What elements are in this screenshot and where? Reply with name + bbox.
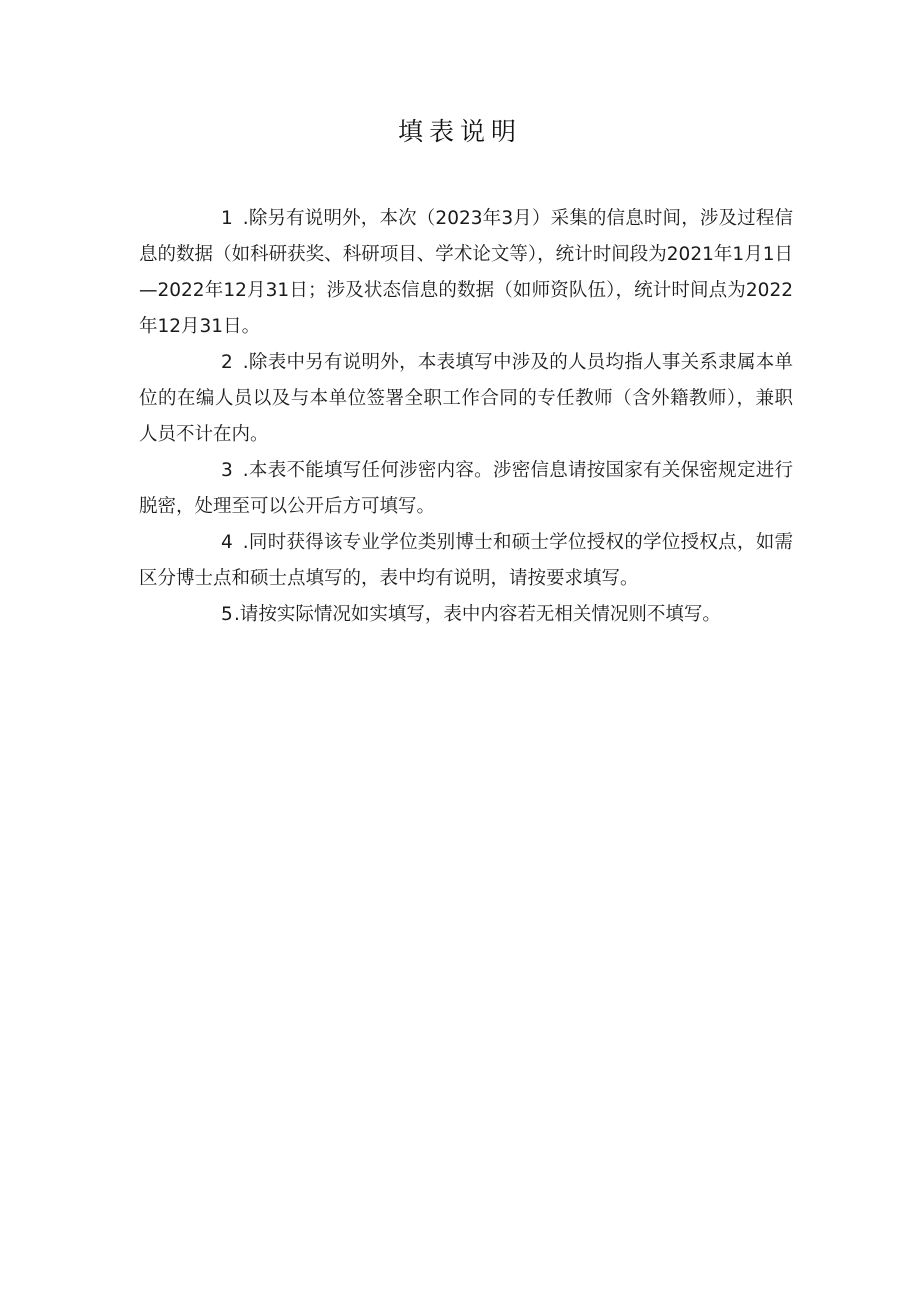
instruction-number: 1: [221, 208, 233, 229]
instruction-item-3: [139, 453, 793, 525]
page-title: 填表说明: [397, 117, 522, 146]
instruction-text: .请按实际情况如实填写，表中内容若无相关情况则不填写。: [234, 604, 721, 625]
instruction-number: 5: [221, 604, 233, 625]
instruction-text: .本表不能填写任何涉密内容。涉密信息请按国家有关保密规定进行脱密，处理至可以公开后方可填写。: [139, 460, 793, 517]
instruction-text: .除表中另有说明外，本表填写中涉及的人员均指人事关系隶属本单位的在编人员以及与本单位签署全职工作合同的专任教师（含外籍教师），兼职人员不计在内。: [139, 352, 793, 445]
instruction-number: 4: [221, 532, 233, 553]
instructions-list: [139, 201, 793, 633]
instruction-text: .同时获得该专业学位类别博士和硕士学位授权的学位授权点，如需区分博士点和硕士点填写的，表中均有说明，请按要求填写。: [139, 532, 793, 589]
instruction-item-1: [139, 201, 793, 345]
instruction-item-5: [139, 597, 793, 633]
instruction-item-4: [139, 525, 793, 597]
instruction-text: .除另有说明外，本次（2023年3月）采集的信息时间，涉及过程信息的数据（如科研获奖、科研项目、学术论文等），统计时间段为2021年1月1日—2022年12月31日；涉及状态信息的数据（如师资队伍），统计时间点为2022年12月31日。: [139, 208, 793, 337]
instruction-number: 3: [221, 460, 233, 481]
instruction-item-2: [139, 345, 793, 453]
instruction-number: 2: [221, 352, 233, 373]
